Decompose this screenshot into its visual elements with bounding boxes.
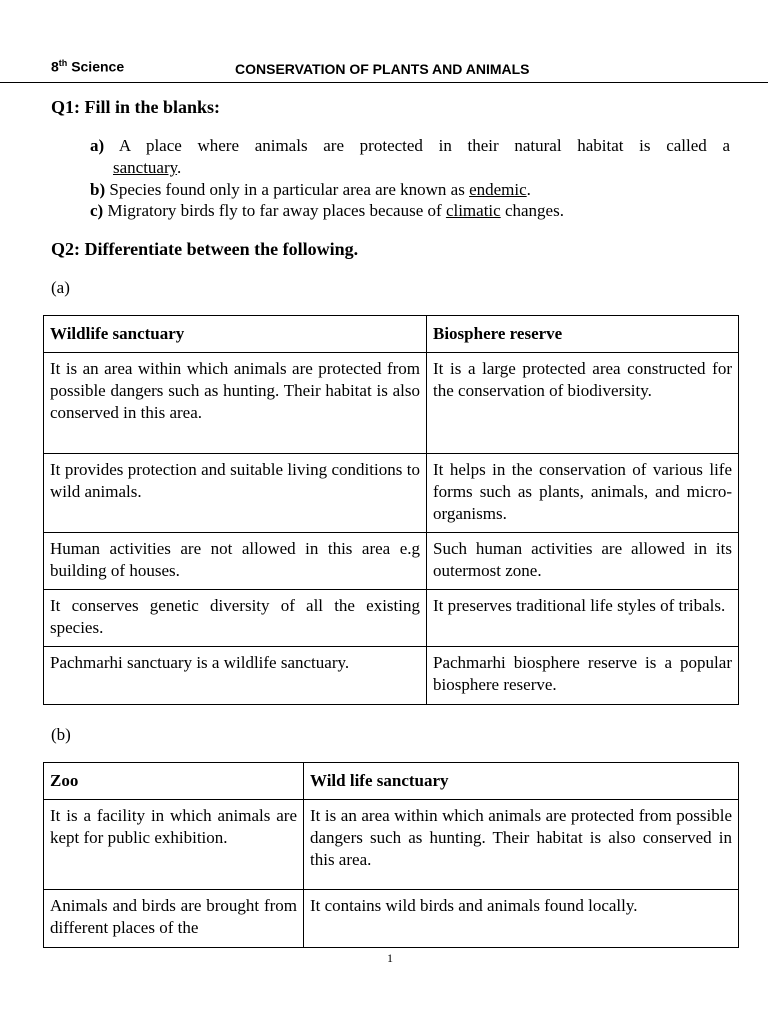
table-cell: Human activities are not allowed in this area e.g building of houses. xyxy=(44,533,427,590)
table-b-header-1: Zoo xyxy=(44,763,304,800)
table-cell: It is a facility in which animals are kept for public exhibition. xyxy=(44,800,304,890)
table-row xyxy=(44,353,739,454)
table-cell: It contains wild birds and animals found locally. xyxy=(304,890,739,948)
table-cell: It preserves traditional life styles of tribals. xyxy=(427,590,739,647)
table-cell: It provides protection and suitable living conditions to wild animals. xyxy=(44,454,427,533)
q1-item-c: c) Migratory birds fly to far away places because of climatic changes. xyxy=(90,201,564,220)
table-cell: Pachmarhi biosphere reserve is a popular biosphere reserve. xyxy=(427,647,739,705)
table-cell: It is an area within which animals are protected from possible dangers such as hunting. Their habitat is also conserved in this area. xyxy=(44,353,427,454)
table-row xyxy=(44,800,739,890)
header-title: CONSERVATION OF PLANTS AND ANIMALS xyxy=(235,61,530,77)
header-subject: 8th Science xyxy=(51,58,125,75)
table-a xyxy=(43,315,739,705)
table-cell: It conserves genetic diversity of all the existing species. xyxy=(44,590,427,647)
table-cell: Pachmarhi sanctuary is a wildlife sanctuary. xyxy=(44,647,427,705)
table-row xyxy=(44,647,739,705)
q1-item-a: a) A place where animals are protected in their natural habitat is called a sanctuary. xyxy=(90,136,730,177)
q1-heading: Q1: Fill in the blanks: xyxy=(51,97,221,117)
table-b xyxy=(43,762,739,948)
table-row xyxy=(44,890,739,948)
table-cell: It is a large protected area constructed for the conservation of biodiversity. xyxy=(427,353,739,454)
table-row xyxy=(44,533,739,590)
page-header xyxy=(0,0,768,83)
q2-heading: Q2: Differentiate between the following. xyxy=(51,239,359,259)
table-a-header-2: Biosphere reserve xyxy=(427,316,739,353)
q1-item-b: b) Species found only in a particular area are known as endemic. xyxy=(90,180,531,199)
table-a-header-1: Wildlife sanctuary xyxy=(44,316,427,353)
table-cell: Such human activities are allowed in its outermost zone. xyxy=(427,533,739,590)
page-number: 1 xyxy=(387,951,393,965)
table-cell: It helps in the conservation of various life forms such as plants, animals, and micro-organisms. xyxy=(427,454,739,533)
part-a-label: (a) xyxy=(51,278,70,297)
table-b-header-2: Wild life sanctuary xyxy=(304,763,739,800)
table-cell: It is an area within which animals are protected from possible dangers such as hunting. Their habitat is also conserved in this area. xyxy=(304,800,739,890)
table-b-header-row xyxy=(44,763,739,800)
table-a-header-row xyxy=(44,316,739,353)
table-row xyxy=(44,590,739,647)
table-row xyxy=(44,454,739,533)
part-b-label: (b) xyxy=(51,725,71,744)
table-cell: Animals and birds are brought from different places of the xyxy=(44,890,304,948)
